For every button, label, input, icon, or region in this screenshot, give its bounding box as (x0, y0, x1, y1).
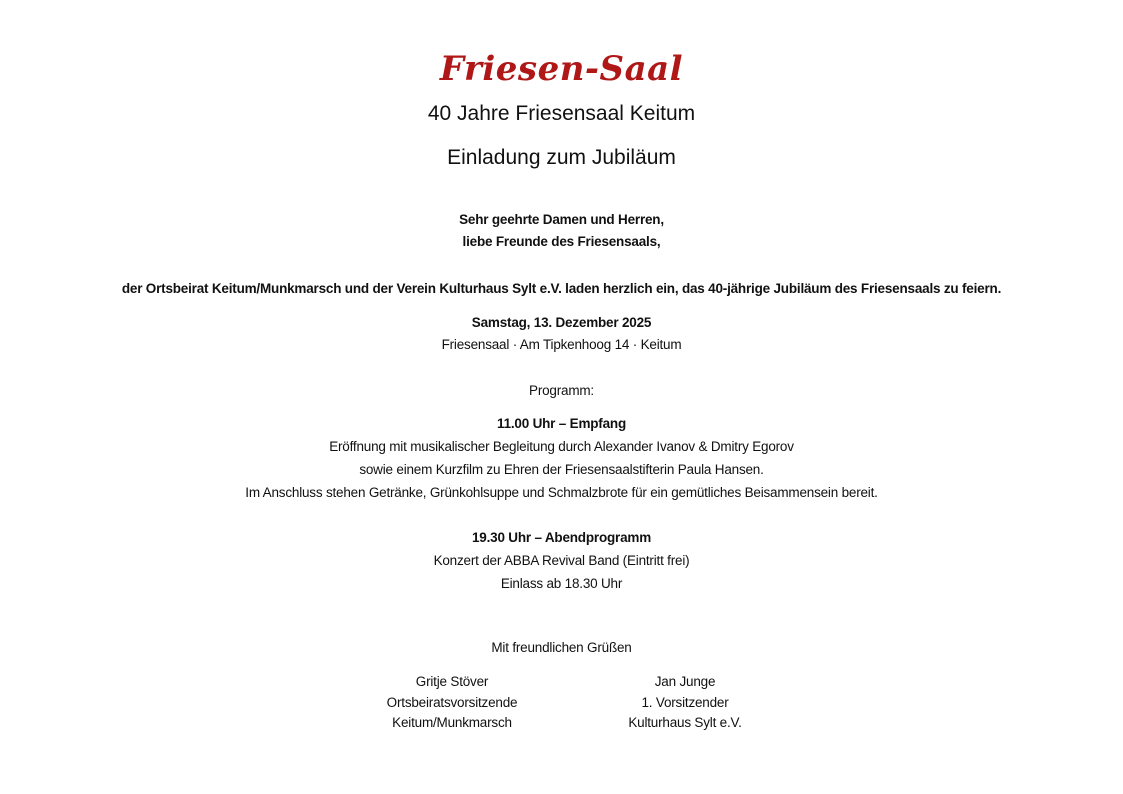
signature-block-left (332, 672, 572, 734)
signatory-role: Ortsbeiratsvorsitzende (386, 694, 518, 710)
event-location: Friesensaal · Am Tipkenhoog 14 · Keitum (441, 337, 682, 352)
signatory-name: Jan Junge (654, 674, 716, 689)
signatory-org: Kulturhaus Sylt e.V. (628, 715, 742, 730)
greeting-line-2: liebe Freunde des Friesensaals, (462, 234, 661, 249)
greeting-line-1: Sehr geehrte Damen und Herren, (459, 212, 664, 227)
friesen-saal-logo: Friesen-Saal (439, 49, 684, 89)
program-item-line: sowie einem Kurzfilm zu Ehren der Friesensaalstifterin Paula Hansen. (359, 462, 764, 477)
page-title: 40 Jahre Friesensaal Keitum (427, 102, 696, 125)
page-subtitle: Einladung zum Jubiläum (447, 146, 676, 169)
program-item-heading: 19.30 Uhr – Abendprogramm (471, 530, 652, 545)
signatory-name: Gritje Stöver (415, 674, 489, 689)
program-item-line: Konzert der ABBA Revival Band (Eintritt frei) (433, 553, 690, 568)
program-item-line: Einlass ab 18.30 Uhr (500, 576, 623, 591)
event-date: Samstag, 13. Dezember 2025 (471, 315, 652, 330)
program-item-heading: 11.00 Uhr – Empfang (497, 416, 626, 431)
signatory-org: Keitum/Munkmarsch (392, 715, 512, 730)
intro-paragraph: der Ortsbeirat Keitum/Munkmarsch und der Verein Kulturhaus Sylt e.V. laden herzlich ein, das 40-jährige Jubiläum des Friesensaals zu feiern. (121, 281, 1002, 296)
signatory-role: 1. Vorsitzender (641, 694, 729, 710)
signature-block-right (565, 672, 805, 734)
program-item-line: Im Anschluss stehen Getränke, Grünkohlsuppe und Schmalzbrote für ein gemütliches Beisammensein bereit. (245, 485, 878, 500)
closing-greeting: Mit freundlichen Grüßen (491, 640, 632, 655)
program-item-line: Eröffnung mit musikalischer Begleitung durch Alexander Ivanov & Dmitry Egorov (329, 439, 794, 454)
program-heading: Programm: (529, 383, 594, 398)
